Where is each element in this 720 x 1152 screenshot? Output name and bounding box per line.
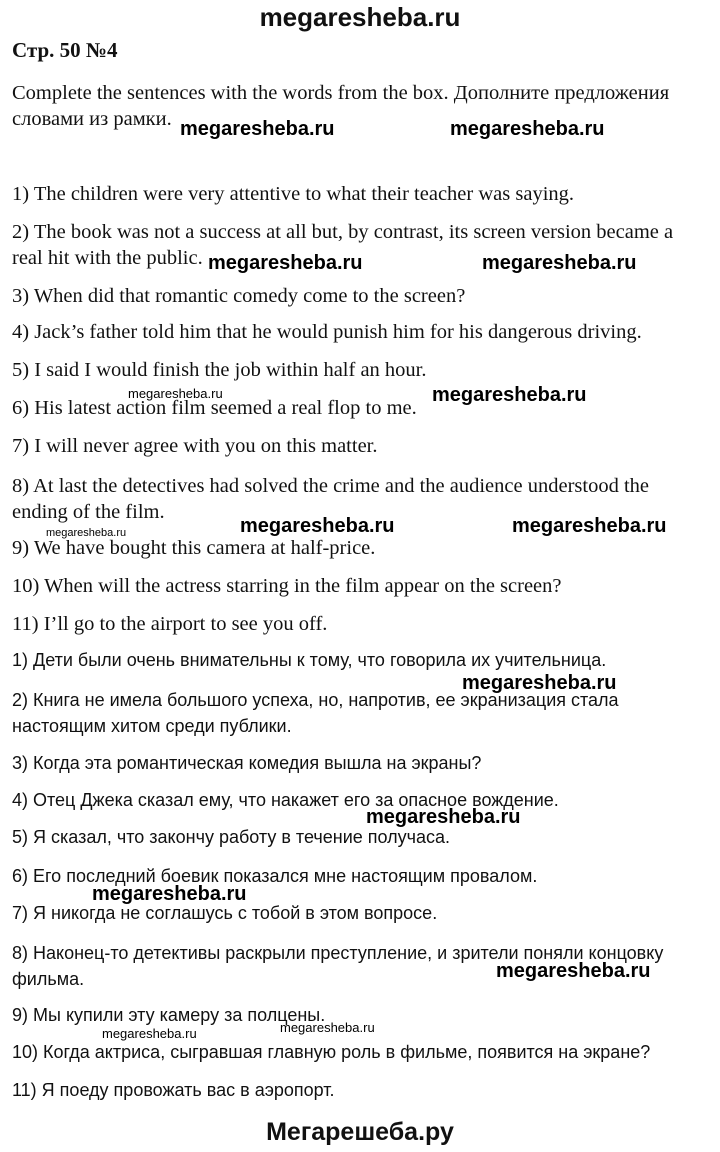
watermark: megaresheba.ru	[450, 118, 605, 140]
russian-sentence-1: 1) Дети были очень внимательны к тому, что говорила их учительница.	[12, 650, 607, 670]
watermark: megaresheba.ru	[496, 960, 651, 982]
watermark: megaresheba.ru	[280, 1020, 375, 1035]
english-sentence-9: 9) We have bought this camera at half-price.	[12, 537, 376, 559]
russian-sentence-2: 2) Книга не имела большого успеха, но, напротив, ее экранизация стала настоящим хитом среди публики.	[12, 690, 619, 736]
watermark: megaresheba.ru	[240, 515, 395, 537]
watermark: megaresheba.ru	[102, 1026, 197, 1041]
watermark: megaresheba.ru	[462, 672, 617, 694]
watermark: megaresheba.ru	[46, 527, 127, 539]
english-sentence-4: 4) Jack’s father told him that he would punish him for his dangerous driving.	[12, 321, 642, 343]
watermark: megaresheba.ru	[208, 252, 363, 274]
site-footer: Мегарешеба.ру	[266, 1118, 454, 1146]
watermark: megaresheba.ru	[92, 883, 247, 905]
russian-sentence-7: 7) Я никогда не соглашусь с тобой в этом вопросе.	[12, 903, 438, 923]
english-sentence-3: 3) When did that romantic comedy come to the screen?	[12, 285, 466, 307]
english-sentence-10: 10) When will the actress starring in the film appear on the screen?	[12, 575, 562, 597]
watermark: megaresheba.ru	[432, 384, 587, 406]
russian-sentence-9: 9) Мы купили эту камеру за полцены.	[12, 1005, 326, 1025]
watermark: megaresheba.ru	[512, 515, 667, 537]
english-sentence-7: 7) I will never agree with you on this matter.	[12, 435, 378, 457]
russian-sentence-4: 4) Отец Джека сказал ему, что накажет его за опасное вождение.	[12, 790, 559, 810]
russian-sentence-8: 8) Наконец-то детективы раскрыли преступление, и зрители поняли концовку фильма.	[12, 943, 664, 989]
site-header: megaresheba.ru	[259, 2, 461, 32]
russian-sentence-3: 3) Когда эта романтическая комедия вышла на экраны?	[12, 753, 482, 773]
english-sentence-6: 6) His latest action film seemed a real flop to me.	[12, 397, 417, 419]
russian-sentence-10: 10) Когда актриса, сыгравшая главную роль в фильме, появится на экране?	[12, 1042, 651, 1062]
english-sentence-2: 2) The book was not a success at all but, by contrast, its screen version became a real hit with the public.	[12, 221, 674, 269]
instruction: Complete the sentences with the words from the box. Дополните предложения словами из рамки.	[12, 82, 670, 130]
english-sentence-11: 11) I’ll go to the airport to see you off.	[12, 613, 328, 635]
english-sentence-1: 1) The children were very attentive to what their teacher was saying.	[12, 183, 575, 205]
watermark: megaresheba.ru	[180, 118, 335, 140]
page-reference: Стр. 50 №4	[12, 38, 118, 62]
watermark: megaresheba.ru	[366, 806, 521, 828]
russian-sentence-5: 5) Я сказал, что закончу работу в течение получаса.	[12, 827, 451, 847]
english-sentence-5: 5) I said I would finish the job within half an hour.	[12, 359, 427, 381]
russian-sentence-6: 6) Его последний боевик показался мне настоящим провалом.	[12, 866, 538, 886]
watermark: megaresheba.ru	[482, 252, 637, 274]
english-sentence-8: 8) At last the detectives had solved the crime and the audience understood the ending of the film.	[12, 475, 650, 523]
watermark: megaresheba.ru	[128, 386, 223, 401]
russian-sentence-11: 11) Я поеду провожать вас в аэропорт.	[12, 1080, 335, 1100]
